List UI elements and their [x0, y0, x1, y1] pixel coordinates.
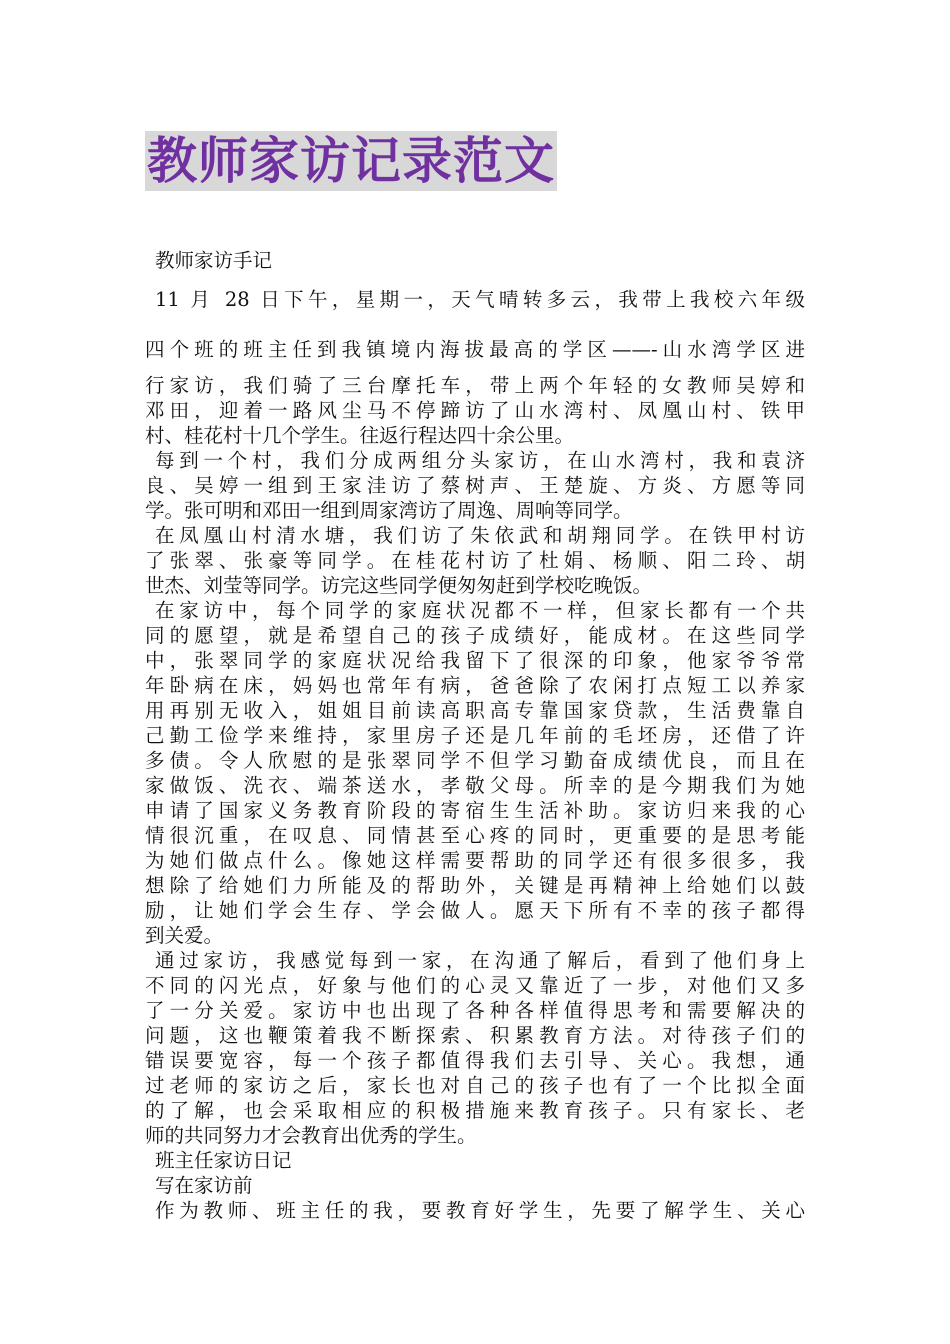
text-line: 了张翠、张豪等同学。在桂花村访了杜娟、杨顺、阳二玲、胡 [145, 549, 805, 572]
text-line: 在凤凰山村清水塘，我们访了朱依武和胡翔同学。在铁甲村访 [155, 524, 805, 547]
text-line: 的了解，也会采取相应的积极措施来教育孩子。只有家长、老 [145, 1099, 805, 1122]
text-line: 在家访中，每个同学的家庭状况都不一样，但家长都有一个共 [155, 599, 805, 622]
text-line: 过老师的家访之后，家长也对自己的孩子也有了一个比拟全面 [145, 1074, 805, 1097]
text-line: 邓田，迎着一路风尘马不停蹄访了山水湾村、凤凰山村、铁甲 [145, 399, 805, 422]
text-line: 申请了国家义务教育阶段的寄宿生生活补助。家访归来我的心 [145, 799, 805, 822]
text-line: 用再别无收入，姐姐目前读高职高专靠国家贷款，生活费靠自 [145, 699, 805, 722]
text-line: 错误要宽容，每一个孩子都值得我们去引导、关心。我想，通 [145, 1049, 805, 1072]
text-line: 了一分关爱。家访中也出现了各种各样值得思考和需要解决的 [145, 999, 805, 1022]
text-line: 学。张可明和邓田一组到周家湾访了周逸、周响等同学。 [145, 499, 633, 522]
text-line: 通过家访，我感觉每到一家，在沟通了解后，看到了他们身上 [155, 949, 805, 972]
text-line: 11 月 28 日下午，星期一，天气晴转多云，我带上我校六年级 [155, 288, 805, 311]
section-heading: 班主任家访日记 [155, 1149, 292, 1172]
text-line: 到关爱。 [145, 924, 224, 947]
text-line: 励，让她们学会生存、学会做人。愿天下所有不幸的孩子都得 [145, 899, 805, 922]
section-heading: 教师家访手记 [155, 249, 273, 272]
section-subheading: 写在家访前 [155, 1174, 253, 1197]
text-line: 四个班的班主任到我镇境内海拔最高的学区——-山水湾学区进 [145, 338, 805, 361]
text-line: 村、桂花村十几个学生。往返行程达四十余公里。 [145, 424, 575, 447]
text-line: 多债。令人欣慰的是张翠同学不但学习勤奋成绩优良，而且在 [145, 749, 805, 772]
text-line: 不同的闪光点，好象与他们的心灵又靠近了一步，对他们又多 [145, 974, 805, 997]
text-line: 想除了给她们力所能及的帮助外，关键是再精神上给她们以鼓 [145, 874, 805, 897]
text-line: 每到一个村，我们分成两组分头家访，在山水湾村，我和袁济 [155, 449, 805, 472]
text-line: 行家访，我们骑了三台摩托车，带上两个年轻的女教师吴婷和 [145, 374, 805, 397]
text-line: 家做饭、洗衣、端茶送水，孝敬父母。所幸的是今期我们为她 [145, 774, 805, 797]
text-line: 世杰、刘莹等同学。访完这些同学便匆匆赶到学校吃晚饭。 [145, 574, 653, 597]
document-title: 教师家访记录范文 [147, 132, 555, 190]
text-line: 作为教师、班主任的我，要教育好学生，先要了解学生、关心 [155, 1199, 805, 1222]
text-line: 年卧病在床，妈妈也常年有病，爸爸除了农闲打点短工以养家 [145, 674, 805, 697]
text-line: 中，张翠同学的家庭状况给我留下了很深的印象，他家爷爷常 [145, 649, 805, 672]
text-line: 师的共同努力才会教育出优秀的学生。 [145, 1124, 477, 1147]
text-line: 为她们做点什么。像她这样需要帮助的同学还有很多很多，我 [145, 849, 805, 872]
text-line: 良、吴婷一组到王家洼访了蔡树声、王楚旋、方炎、方愿等同 [145, 474, 805, 497]
text-line: 己勤工俭学来维持，家里房子还是几年前的毛坯房，还借了许 [145, 724, 805, 747]
text-line: 问题，这也鞭策着我不断探索、积累教育方法。对待孩子们的 [145, 1024, 805, 1047]
text-line: 情很沉重，在叹息、同情甚至心疼的同时，更重要的是思考能 [145, 824, 805, 847]
text-line: 同的愿望，就是希望自己的孩子成绩好，能成材。在这些同学 [145, 624, 805, 647]
